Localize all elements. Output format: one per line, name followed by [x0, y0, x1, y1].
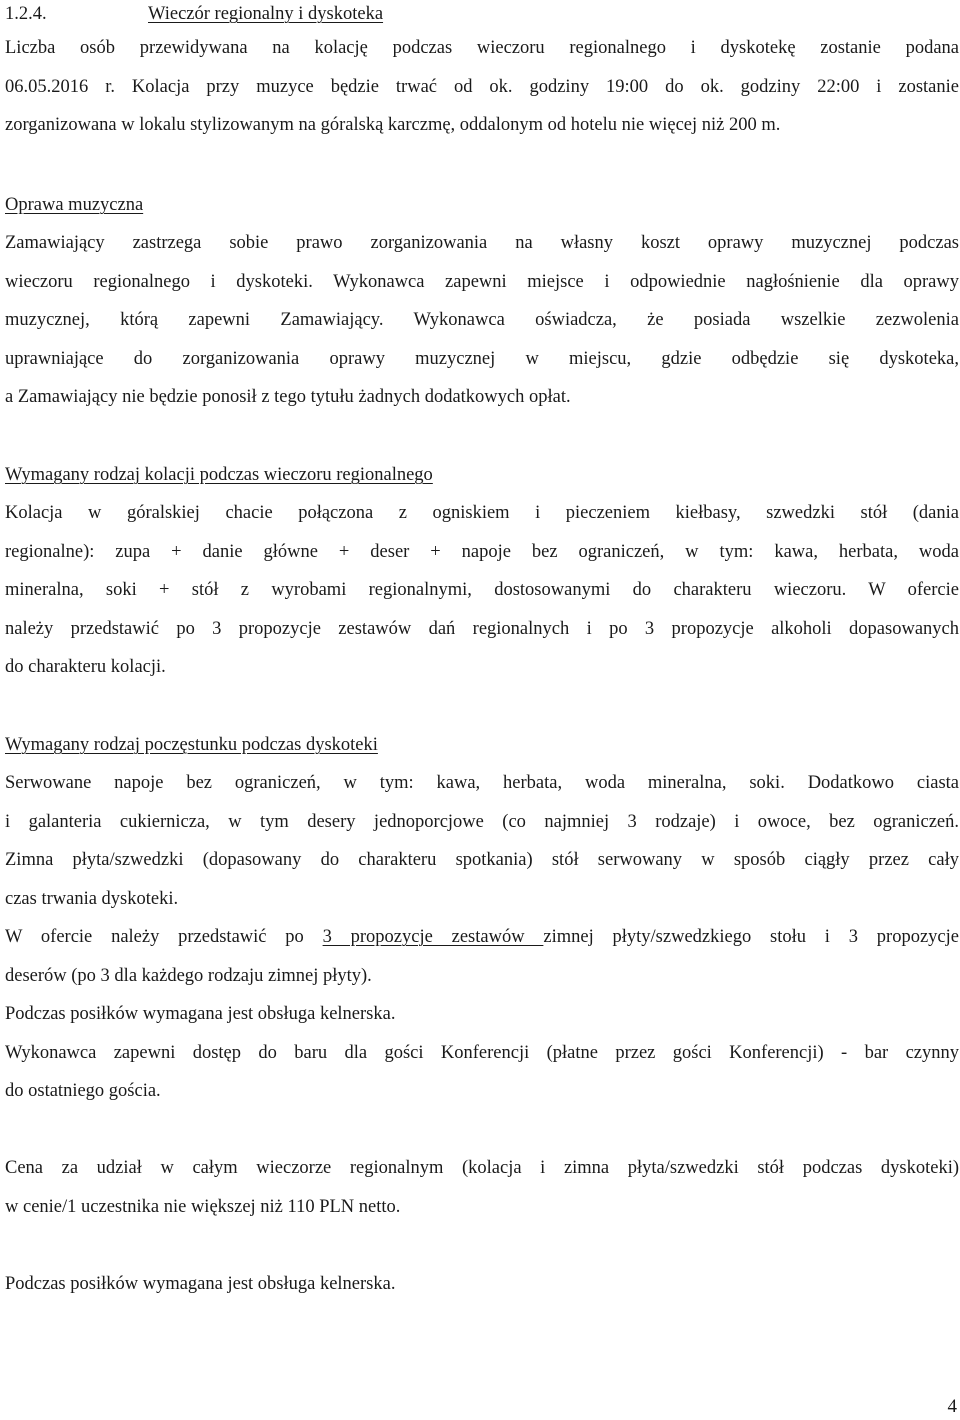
section-heading	[5, 0, 383, 28]
offer-line-2: deserów (po 3 dla każdego rodzaju zimnej płyty).	[5, 965, 372, 986]
page-number: 4	[947, 1396, 957, 1417]
dinner-line: Kolacja w góralskiej chacie połączona z ogniskiem i pieczeniem kiełbasy, szwedzki stół (dania	[5, 503, 959, 523]
closing-paragraph	[5, 1272, 959, 1311]
offer-underlined-text: 3 propozycje zestawów	[322, 927, 544, 947]
price-paragraph	[5, 1156, 959, 1233]
dinner-line: do charakteru kolacji.	[5, 657, 166, 677]
music-line: uprawniające do zorganizowania oprawy muzycznej w miejscu, gdzie odbędzie się dyskoteka,	[5, 348, 959, 369]
intro-line: Liczba osób przewidywana na kolację podczas wieczoru regionalnego i dyskotekę zostanie podana	[5, 38, 959, 58]
music-line: Zamawiający zastrzega sobie prawo zorganizowania na własny koszt oprawy muzycznej podczas	[5, 233, 959, 253]
disco-line: i galanteria cukiernicza, w tym desery jednoporcjowe (co najmniej 3 rodzaje) i owoce, bez ograniczeń.	[5, 811, 959, 832]
closing-line: Podczas posiłków wymagana jest obsługa kelnerska.	[5, 1274, 396, 1294]
offer-text-before: W ofercie należy przedstawić po	[5, 927, 323, 947]
intro-line: 06.05.2016 r. Kolacja przy muzyce będzie trwać od ok. godziny 19:00 do ok. godziny 22:00 i zostanie	[5, 76, 959, 97]
section-title: Wieczór regionalny i dyskoteka	[148, 4, 384, 24]
dinner-title: Wymagany rodzaj kolacji podczas wieczoru regionalnego	[5, 465, 433, 485]
offer-text-after: zimnej płyty/szwedzkiego stołu i 3 propozycje	[543, 927, 959, 947]
music-line: muzycznej, którą zapewni Zamawiający. Wykonawca oświadcza, że posiada wszelkie zezwolenia	[5, 310, 959, 330]
service-line: Podczas posiłków wymagana jest obsługa kelnerska.	[5, 1004, 396, 1024]
music-line: wieczoru regionalnego i dyskoteki. Wykonawca zapewni miejsce i odpowiednie nagłośnienie dla oprawy	[5, 271, 959, 292]
offer-line	[5, 925, 959, 964]
disco-line: Serwowane napoje bez ograniczeń, w tym: kawa, herbata, woda mineralna, soki. Dodatkowo ciasta	[5, 773, 959, 793]
dinner-line: regionalne): zupa + danie główne + deser + napoje bez ograniczeń, w tym: kawa, herbata, woda	[5, 541, 959, 562]
disco-line: Zimna płyta/szwedzki (dopasowany do charakteru spotkania) stół serwowany w sposób ciągły przez cały	[5, 850, 959, 870]
music-line: a Zamawiający nie będzie ponosił z tego tytułu żadnych dodatkowych opłat.	[5, 387, 571, 407]
music-section-title	[5, 193, 959, 232]
intro-line: zorganizowana w lokalu stylizowanym na góralską karczmę, oddalonym od hotelu nie więcej niż 200 m.	[5, 115, 781, 135]
price-line: Cena za udział w całym wieczorze regionalnym (kolacja i zimna płyta/szwedzki stół podczas dyskoteki)	[5, 1158, 959, 1178]
bar-line: Wykonawca zapewni dostęp do baru dla gości Konferencji (płatne przez gości Konferencji) - bar czynny	[5, 1042, 959, 1063]
dinner-line: mineralna, soki + stół z wyrobami regionalnymi, dostosowanymi do charakteru wieczoru. W ofercie	[5, 580, 959, 600]
dinner-section-title	[5, 463, 959, 502]
music-title: Oprawa muzyczna	[5, 195, 144, 215]
price-line-2: w cenie/1 uczestnika nie większej niż 110 PLN netto.	[5, 1196, 401, 1217]
dinner-line: należy przedstawić po 3 propozycje zestawów dań regionalnych i po 3 propozycje alkoholi dopasowanych	[5, 618, 959, 639]
disco-paragraph	[5, 771, 959, 1118]
dinner-paragraph	[5, 501, 959, 694]
intro-paragraph	[5, 36, 959, 152]
section-number: 1.2.4.	[5, 4, 47, 24]
disco-title: Wymagany rodzaj poczęstunku podczas dyskoteki	[5, 735, 378, 755]
disco-line: czas trwania dyskoteki.	[5, 888, 179, 909]
disco-section-title	[5, 733, 959, 772]
bar-line-2: do ostatniego gościa.	[5, 1081, 161, 1101]
music-paragraph	[5, 231, 959, 424]
